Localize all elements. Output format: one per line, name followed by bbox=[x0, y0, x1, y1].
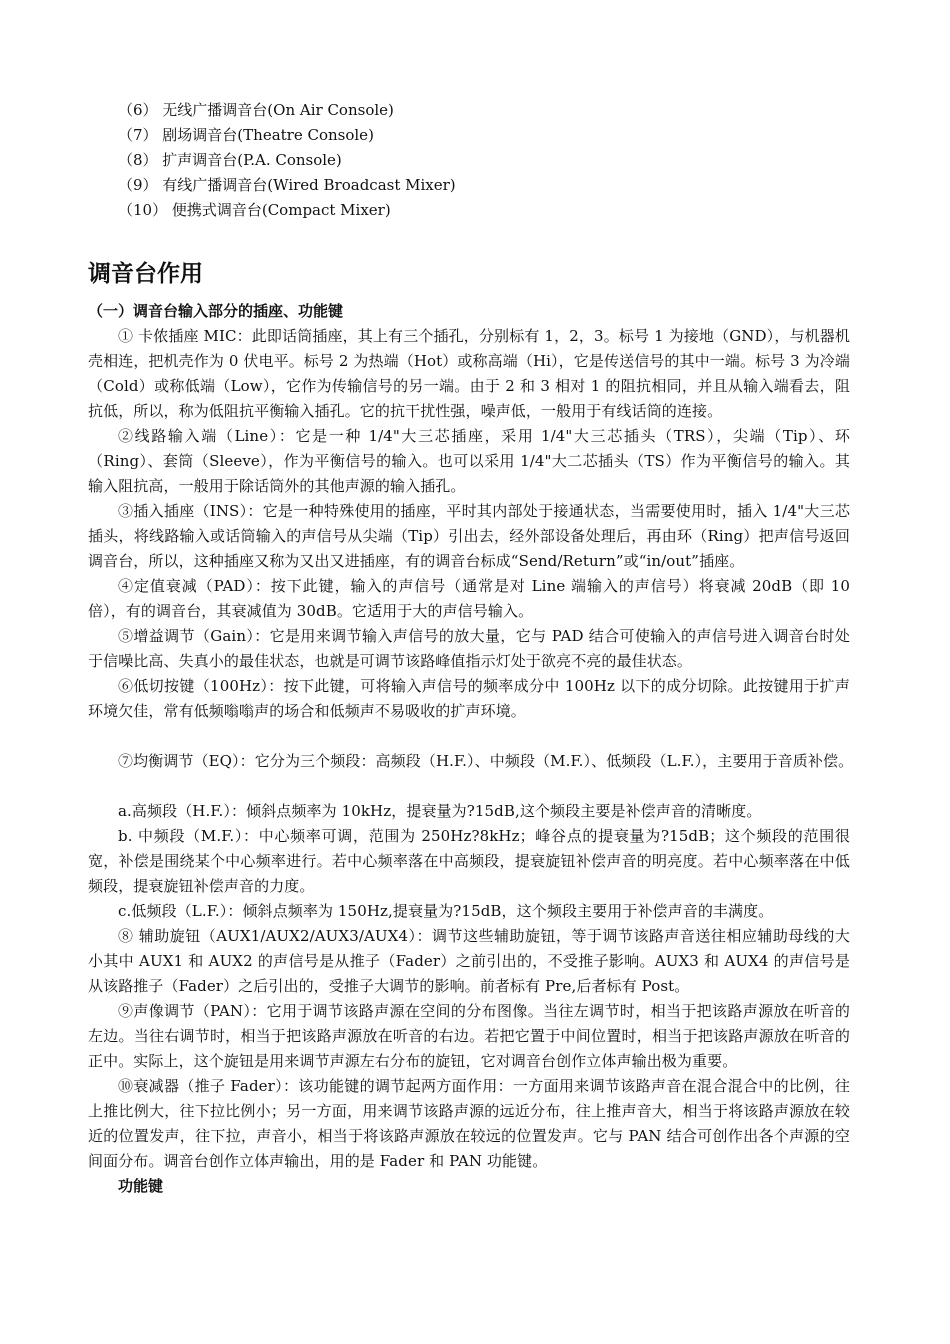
paragraph-pad: ④定值衰减（PAD）：按下此键，输入的声信号（通常是对 Line 端输入的声信号）将衰减 20dB（即 10 倍），有的调音台，其衰减值为 30dB。它适用于大的声信号输入。 bbox=[88, 577, 850, 620]
paragraph-gain: ⑤增益调节（Gain）：它是用来调节输入声信号的放大量，它与 PAD 结合可使输入的声信号进入调音台时处于信噪比高、失真小的最佳状态，也就是可调节该路峰值指示灯处于欲亮不亮的最佳状态。 bbox=[88, 627, 850, 670]
list-item: （10） 便携式调音台(Compact Mixer) bbox=[118, 201, 391, 219]
paragraph-line: ②线路输入端（Line）：它是一种 1/4"大三芯插座，采用 1/4"大三芯插头（TRS），尖端（Tip）、环（Ring）、套筒（Sleeve），作为平衡信号的输入。也可以采用 1/4"大二芯插头（TS）作为平衡信号的输入。其输入阻抗高，一般用于除话筒外的其他声源的输入插孔。 bbox=[88, 427, 850, 495]
paragraph-fader: ⑩衰减器（推子 Fader）：该功能键的调节起两方面作用：一方面用来调节该路声音在混合混合中的比例，往上推比例大，往下拉比例小；另一方面，用来调节该路声源的远近分布，往上推声音大，相当于将该路声源放在较近的位置发声，往下拉，声音小，相当于将该路声源放在较远的位置发声。它与 PAN 结合可创作出各个声源的空间面分布。调音台创作立体声输出，用的是 Fader 和 PAN 功能键。 bbox=[88, 1077, 850, 1170]
paragraph-eq-hf: a.高频段（H.F.）：倾斜点频率为 10kHz，提衰量为?15dB,这个频段主要是补偿声音的清晰度。 bbox=[118, 802, 762, 820]
paragraph-mic: ① 卡侬插座 MIC：此即话筒插座，其上有三个插孔，分别标有 1，2，3。标号 1 为接地（GND），与机器机壳相连，把机壳作为 0 伏电平。标号 2 为热端（Hot）或称高端（Hi），它是传送信号的其中一端。标号 3 为冷端（Cold）或称低端（Low），它作为传输信号的另一端。由于 2 和 3 相对 1 的阻抗相同，并且从输入端看去，阻抗低，所以，称为低阻抗平衡输入插孔。它的抗干扰性强，噪声低，一般用于有线话筒的连接。 bbox=[88, 327, 850, 420]
section-title: 调音台作用 bbox=[88, 261, 203, 287]
paragraph-eq-lf: c.低频段（L.F.）：倾斜点频率为 150Hz,提衰量为?15dB，这个频段主要用于补偿声音的丰满度。 bbox=[118, 902, 774, 920]
subsection-title: （一）调音台输入部分的插座、功能键 bbox=[88, 302, 344, 320]
paragraph-ins: ③插入插座（INS）：它是一种特殊使用的插座，平时其内部处于接通状态，当需要使用时，插入 1/4"大三芯插头，将线路输入或话筒输入的声信号从尖端（Tip）引出去，经外部设备处理后，再由环（Ring）把声信号返回调音台，所以，这种插座又称为又出又进插座，有的调音台标成“Send/Return”或“in/out”插座。 bbox=[88, 502, 850, 570]
list-item: （9） 有线广播调音台(Wired Broadcast Mixer) bbox=[118, 176, 456, 194]
paragraph-eq-mf: b. 中频段（M.F.）：中心频率可调，范围为 250Hz?8kHz；峰谷点的提衰量为?15dB；这个频段的范围很宽，补偿是围绕某个中心频率进行。若中心频率落在中高频段，提衰旋钮补偿声音的明亮度。若中心频率落在中低频段，提衰旋钮补偿声音的力度。 bbox=[88, 827, 850, 895]
document-page bbox=[88, 98, 854, 1199]
paragraph-aux: ⑧ 辅助旋钮（AUX1/AUX2/AUX3/AUX4）：调节这些辅助旋钮，等于调节该路声音送往相应辅助母线的大小其中 AUX1 和 AUX2 的声信号是从推子（Fader）之前引出的，不受推子影响。AUX3 和 AUX4 的声信号是从该路推子（Fader）之后引出的，受推子大调节的影响。前者标有 Pre,后者标有 Post。 bbox=[88, 927, 850, 995]
paragraph-eq: ⑦均衡调节（EQ）：它分为三个频段：高频段（H.F.）、中频段（M.F.）、低频段（L.F.），主要用于音质补偿。 bbox=[118, 752, 854, 770]
list-item: （6） 无线广播调音台(On Air Console) bbox=[118, 101, 394, 119]
paragraph-pan: ⑨声像调节（PAN）：它用于调节该路声源在空间的分布图像。当往左调节时，相当于把该路声源放在听音的左边。当往右调节时，相当于把该路声源放在听音的右边。若把它置于中间位置时，相当于把该路声源放在听音的正中。实际上，这个旋钮是用来调节声源左右分布的旋钮，它对调音台创作立体声输出极为重要。 bbox=[88, 1002, 850, 1070]
console-type-list bbox=[88, 98, 850, 223]
list-item: （7） 剧场调音台(Theatre Console) bbox=[118, 126, 374, 144]
trailing-heading: 功能键 bbox=[118, 1177, 164, 1195]
list-item: （8） 扩声调音台(P.A. Console) bbox=[118, 151, 342, 169]
paragraph-lowcut: ⑥低切按键（100Hz）：按下此键，可将输入声信号的频率成分中 100Hz 以下的成分切除。此按键用于扩声环境欠佳，常有低频嗡嗡声的场合和低频声不易吸收的扩声环境。 bbox=[88, 677, 850, 720]
